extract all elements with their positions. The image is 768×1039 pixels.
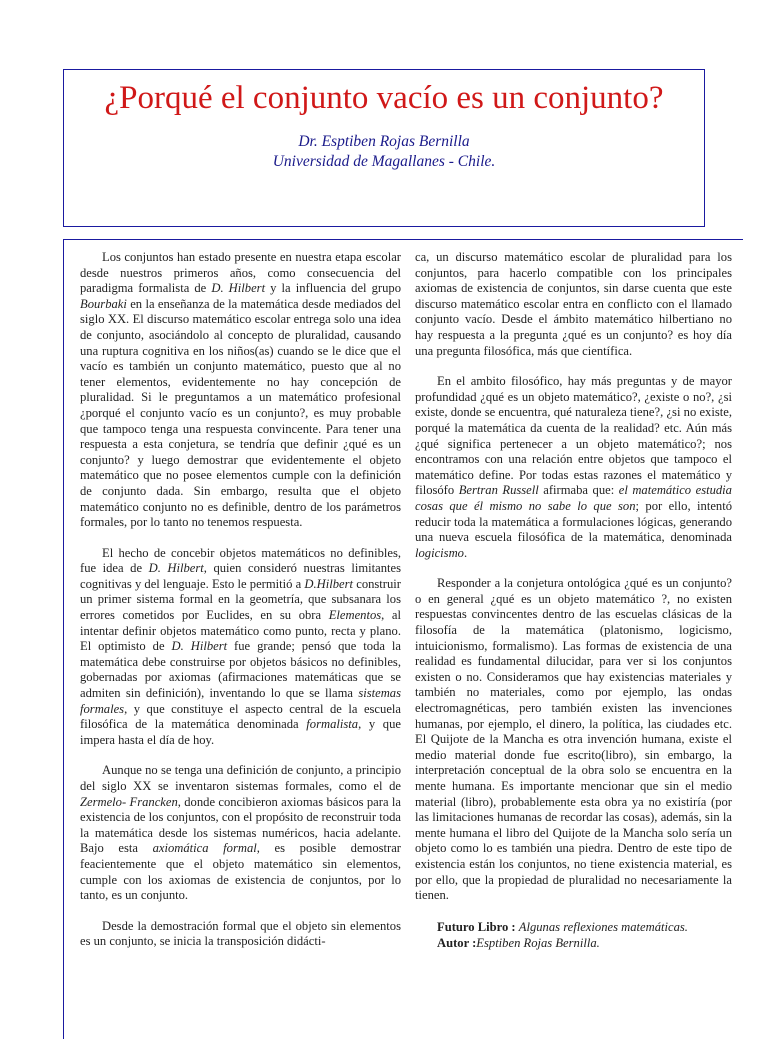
paragraph: En el ambito filosófico, hay más preguntas y de mayor profundidad ¿qué es un objeto matemático?, ¿existe o no?, ¿si existe, donde se encuentra, qué naturaleza tiene?, ¿si no existe, porqué la matemática da cuenta de la realidad? etc. Aún más ¿qué significa pertenecer a un objeto matemático?; nos encontramos con una relación entre objetos que tampoco el matemático define. Por todas estas razones el matemático y filosófo Bertran Russell afirmaba que: el matemático estudia cosas que él mismo no sabe lo que son; por ello, intentó reducir toda la matemática a formulaciones lógicas, generando una nueva escuela filosófica de la matemática, denominada logicismo. bbox=[415, 374, 732, 560]
paragraph: Responder a la conjetura ontológica ¿qué es un conjunto? o en general ¿qué es un objeto matemático ?, no existen respuestas convincentes dentro de las escuelas clásicas de la filosofía de la matemática (platonismo, logicismo, intuicionismo, formalismo). Las formas de existencia de una realidad es fundamental dilucidar, para ver si los conjuntos existen o no. Consideramos que hay existencias materiales y también no materiales, como por ejemplo, las ondas electromagnéticas, pero también existen las invenciones humanas, por ejemplo, el dinero, la política, las ciudades etc. El Quijote de la Mancha es otra invención humana, existe el medio material donde fue escrito(libro), sin embargo, la interpretación conceptual de la obra solo se encuentra en la mente humana. Es importante mencionar que sin el medio material (libro), probablemente esta obra ya no existiría (por las limitaciones humanas de recordar las cosas), además, sin la mente humana el libro del Quijote de la Mancha solo sería un objeto como lo es también una piedra. Dentro de este tipo de existencia están los conjuntos, no tiene existencia material, es por ello, que la propiedad de pluralidad no necesariamente la tienen. bbox=[415, 576, 732, 903]
paragraph: Desde la demostración formal que el objeto sin elementos es un conjunto, se inicia la transposición didácti- bbox=[80, 918, 401, 949]
left-column bbox=[80, 250, 401, 965]
paragraph: ca, un discurso matemático escolar de pluralidad para los conjuntos, para hacerlo compatible con los principales axiomas de existencia de conjuntos, sin darse cuenta que este discurso matemático escolar entra en conflicto con el llamado conjunto vacío. Desde el ámbito matemático hilbertiano no hay respuesta a la pregunta ¿qué es un conjunto? es hoy día una pregunta filosófica, más que científica. bbox=[415, 250, 732, 358]
paragraph: Los conjuntos han estado presente en nuestra etapa escolar desde nuestros primeros años, como consecuencia del paradigma formalista de D. Hilbert y la influencia del grupo Bourbaki en la enseñanza de la matemática desde mediados del siglo XX. El discurso matemático escolar entrega solo una idea de conjunto, asociándolo al concepto de pluralidad, causando una ruptura cognitiva en los niños(as) cuando se le dice que el vacío es también un conjunto matemático, puesto que al no tener elementos, evidentemente no hay concepción de pluralidad. Si le preguntamos a un matemático profesional ¿porqué el conjunto vacío es un conjunto?, es muy probable que tampoco tenga una respuesta convincente. Para tener una respuesta a esta conjetura, se tendría que definir ¿qué es un conjunto? y luego demostrar que evidentemente el objeto matemático que no posee elementos cumple con la definición de conjunto dada. Sin embargo, resulta que el objeto matemático conjunto no es definible, dentro de los parámetros formales, por lo tanto no tenemos respuesta. bbox=[80, 250, 402, 530]
paragraph: El hecho de concebir objetos matemáticos no definibles, fue idea de D. Hilbert, quien consideró nuestras limitantes cognitivas y del lenguaje. Esto le permitió a D.Hilbert construir un primer sistema formal en la geometría, que subsanara los errores cometidos por Euclides, en su obra Elementos, al intentar definir objetos matemático como punto, recta y plano. El optimisto de D. Hilbert fue grande; pensó que toda la matemática debe construirse por objetos básicos no definibles, gobernadas por axiomas (afirmaciones matemáticas que se admiten sin definición), inventando lo que se llama sistemas formales, y que constituye el aspecto central de la escuela filosófica de la matemática denominada formalista, y que impera hasta el día de hoy. bbox=[80, 545, 401, 747]
right-column bbox=[415, 250, 732, 951]
article-body bbox=[63, 239, 743, 1039]
book-author-note: Autor :Esptiben Rojas Bernilla. bbox=[437, 935, 600, 950]
author-name: Dr. Esptiben Rojas Bernilla bbox=[298, 133, 470, 150]
paragraph: Aunque no se tenga una definición de conjunto, a principio del siglo XX se inventaron sistemas formales, como el de Zermelo- Francken, donde concibieron axiomas básicos para la existencia de los conjuntos, con el propósito de reconstruir toda la matemática desde los sistemas numéricos, hacia adelante. Bajo esta axiomática formal, es posible demostrar feacientemente que el objeto matemático sin elementos, cumple con los axiomas de existencia de conjuntos, por lo tanto, es un conjunto. bbox=[80, 763, 401, 903]
author-affiliation: Universidad de Magallanes - Chile. bbox=[272, 153, 496, 170]
title-box bbox=[63, 69, 705, 227]
page-title: ¿Porqué el conjunto vacío es un conjunto? bbox=[104, 80, 664, 116]
future-book-note: Futuro Libro : Algunas reflexiones matemáticas. bbox=[437, 919, 688, 934]
